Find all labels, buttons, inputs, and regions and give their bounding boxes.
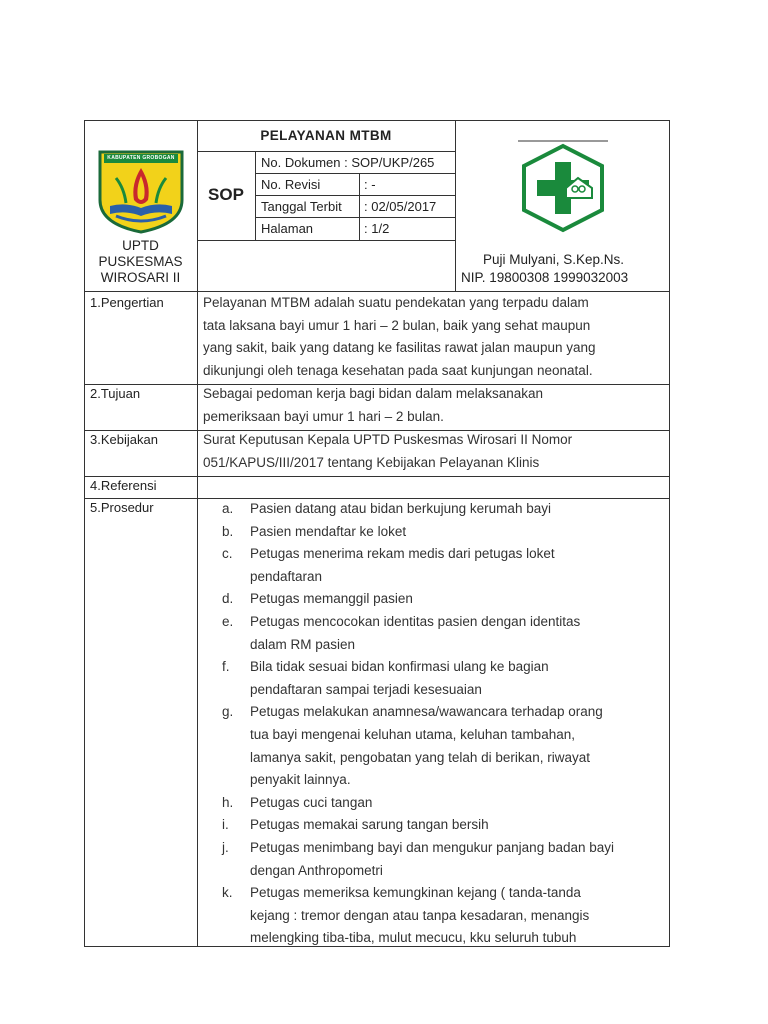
prosedur-item	[222, 837, 662, 882]
col-divider-logo	[455, 120, 456, 291]
border-right	[669, 120, 670, 947]
pengertian-line: yang sakit, baik yang datang ke fasilitas rawat jalan maupun yang	[203, 340, 596, 356]
item-line: Petugas cuci tangan	[250, 794, 373, 810]
header-row-divider-mid	[197, 240, 455, 241]
text-pengertian	[203, 292, 661, 382]
item-line: melengking tiba-tiba, mulut mecucu, kku seluruh tubuh	[250, 930, 577, 946]
item-line: Bila tidak sesuai bidan konfirmasi ulang ke bagian	[250, 659, 549, 675]
section-divider-3	[84, 476, 670, 477]
text-tujuan	[203, 383, 661, 428]
puskesmas-logo	[516, 140, 610, 234]
title-row-divider	[197, 151, 455, 152]
item-line: Petugas memeriksa kemungkinan kejang ( tanda-tanda	[250, 885, 581, 901]
kebijakan-line: Surat Keputusan Kepala UPTD Puskesmas Wirosari II Nomor	[203, 432, 573, 447]
item-line: tua bayi mengenai keluhan utama, keluhan tambahan,	[250, 726, 575, 742]
org-line-3: WIROSARI II	[100, 270, 181, 285]
col-divider-field-value	[359, 173, 360, 240]
item-line: pendaftaran sampai terjadi kesesuaian	[250, 681, 482, 697]
signer-name: Puji Mulyani, S.Kep.Ns.	[483, 252, 625, 267]
label-kebijakan: 3.Kebijakan	[90, 432, 158, 447]
pengertian-line: tata laksana bayi umur 1 hari – 2 bulan, baik yang sehat maupun	[203, 317, 591, 333]
item-line: dengan Anthropometri	[250, 862, 383, 878]
prosedur-item	[222, 882, 662, 950]
item-line: Petugas menerima rekam medis dari petugas loket	[250, 546, 555, 562]
document-title: PELAYANAN MTBM	[260, 128, 392, 143]
prosedur-item	[222, 656, 662, 701]
field-tanggal-value: : 02/05/2017	[364, 199, 437, 214]
sop-label: SOP	[208, 185, 244, 204]
field-row-divider-3	[255, 217, 455, 218]
item-letter: c.	[222, 546, 233, 562]
field-row-divider-2	[255, 195, 455, 196]
field-no-dokumen: No. Dokumen : SOP/UKP/265	[261, 155, 435, 170]
field-halaman-label: Halaman	[261, 221, 314, 236]
item-letter: j.	[222, 839, 229, 855]
item-letter: i.	[222, 817, 229, 833]
item-letter: e.	[222, 613, 234, 629]
prosedur-item	[222, 611, 662, 656]
org-line-1: UPTD	[122, 238, 159, 253]
signer-nip: NIP. 19800308 1999032003	[461, 270, 629, 285]
text-kebijakan	[203, 429, 661, 474]
org-line-2: PUSKESMAS	[98, 254, 183, 269]
col-divider-main	[197, 120, 198, 947]
prosedur-item	[222, 543, 662, 588]
label-referensi: 4.Referensi	[90, 478, 157, 493]
item-line: Petugas memanggil pasien	[250, 591, 413, 607]
prosedur-list	[222, 498, 662, 950]
organization-name	[84, 238, 197, 286]
prosedur-item	[222, 498, 662, 521]
item-letter: f.	[222, 659, 230, 675]
item-line: Petugas menimbang bayi dan mengukur panjang badan bayi	[250, 839, 615, 855]
item-line: Petugas mencocokan identitas pasien dengan identitas	[250, 613, 581, 629]
item-letter: k.	[222, 885, 233, 901]
item-line: pendaftaran	[250, 568, 323, 584]
item-line: penyakit lainnya.	[250, 772, 351, 788]
item-line: lamanya sakit, pengobatan yang telah di berikan, riwayat	[250, 749, 590, 765]
pengertian-line: Pelayanan MTBM adalah suatu pendekatan yang terpadu dalam	[203, 295, 589, 310]
emblem-banner: KABUPATEN GROBOGAN	[107, 155, 175, 161]
item-line: kejang : tremor dengan atau tanpa kesadaran, menangis	[250, 907, 590, 923]
pengertian-line: dikunjungi oleh tenaga kesehatan pada saat kunjungan neonatal.	[203, 362, 593, 378]
field-tanggal-label: Tanggal Terbit	[261, 199, 342, 214]
field-row-divider-1	[255, 173, 455, 174]
item-letter: d.	[222, 591, 234, 607]
label-pengertian: 1.Pengertian	[90, 295, 164, 310]
field-no-revisi-label: No. Revisi	[261, 177, 321, 192]
regency-emblem	[96, 148, 186, 234]
item-line: Pasien mendaftar ke loket	[250, 523, 407, 539]
tujuan-line: pemeriksaan bayi umur 1 hari – 2 bulan.	[203, 408, 444, 424]
kebijakan-line: 051/KAPUS/III/2017 tentang Kebijakan Pelayanan Klinis	[203, 454, 540, 470]
item-line: Petugas memakai sarung tangan bersih	[250, 817, 489, 833]
item-line: Petugas melakukan anamnesa/wawancara terhadap orang	[250, 704, 603, 720]
item-letter: h.	[222, 794, 234, 810]
item-letter: b.	[222, 523, 234, 539]
prosedur-item	[222, 792, 662, 815]
label-tujuan: 2.Tujuan	[90, 386, 141, 401]
item-letter: g.	[222, 704, 234, 720]
tujuan-line: Sebagai pedoman kerja bagi bidan dalam melaksanakan	[203, 386, 543, 401]
item-line: dalam RM pasien	[250, 636, 356, 652]
field-no-revisi-value: : -	[364, 177, 376, 192]
item-line: Pasien datang atau bidan berkujung kerumah bayi	[250, 501, 551, 516]
field-halaman-value: : 1/2	[364, 221, 390, 236]
label-prosedur: 5.Prosedur	[90, 500, 154, 515]
border-top	[84, 120, 670, 121]
prosedur-item	[222, 701, 662, 791]
prosedur-item	[222, 814, 662, 837]
prosedur-item	[222, 521, 662, 544]
item-letter: a.	[222, 501, 234, 516]
prosedur-item	[222, 588, 662, 611]
